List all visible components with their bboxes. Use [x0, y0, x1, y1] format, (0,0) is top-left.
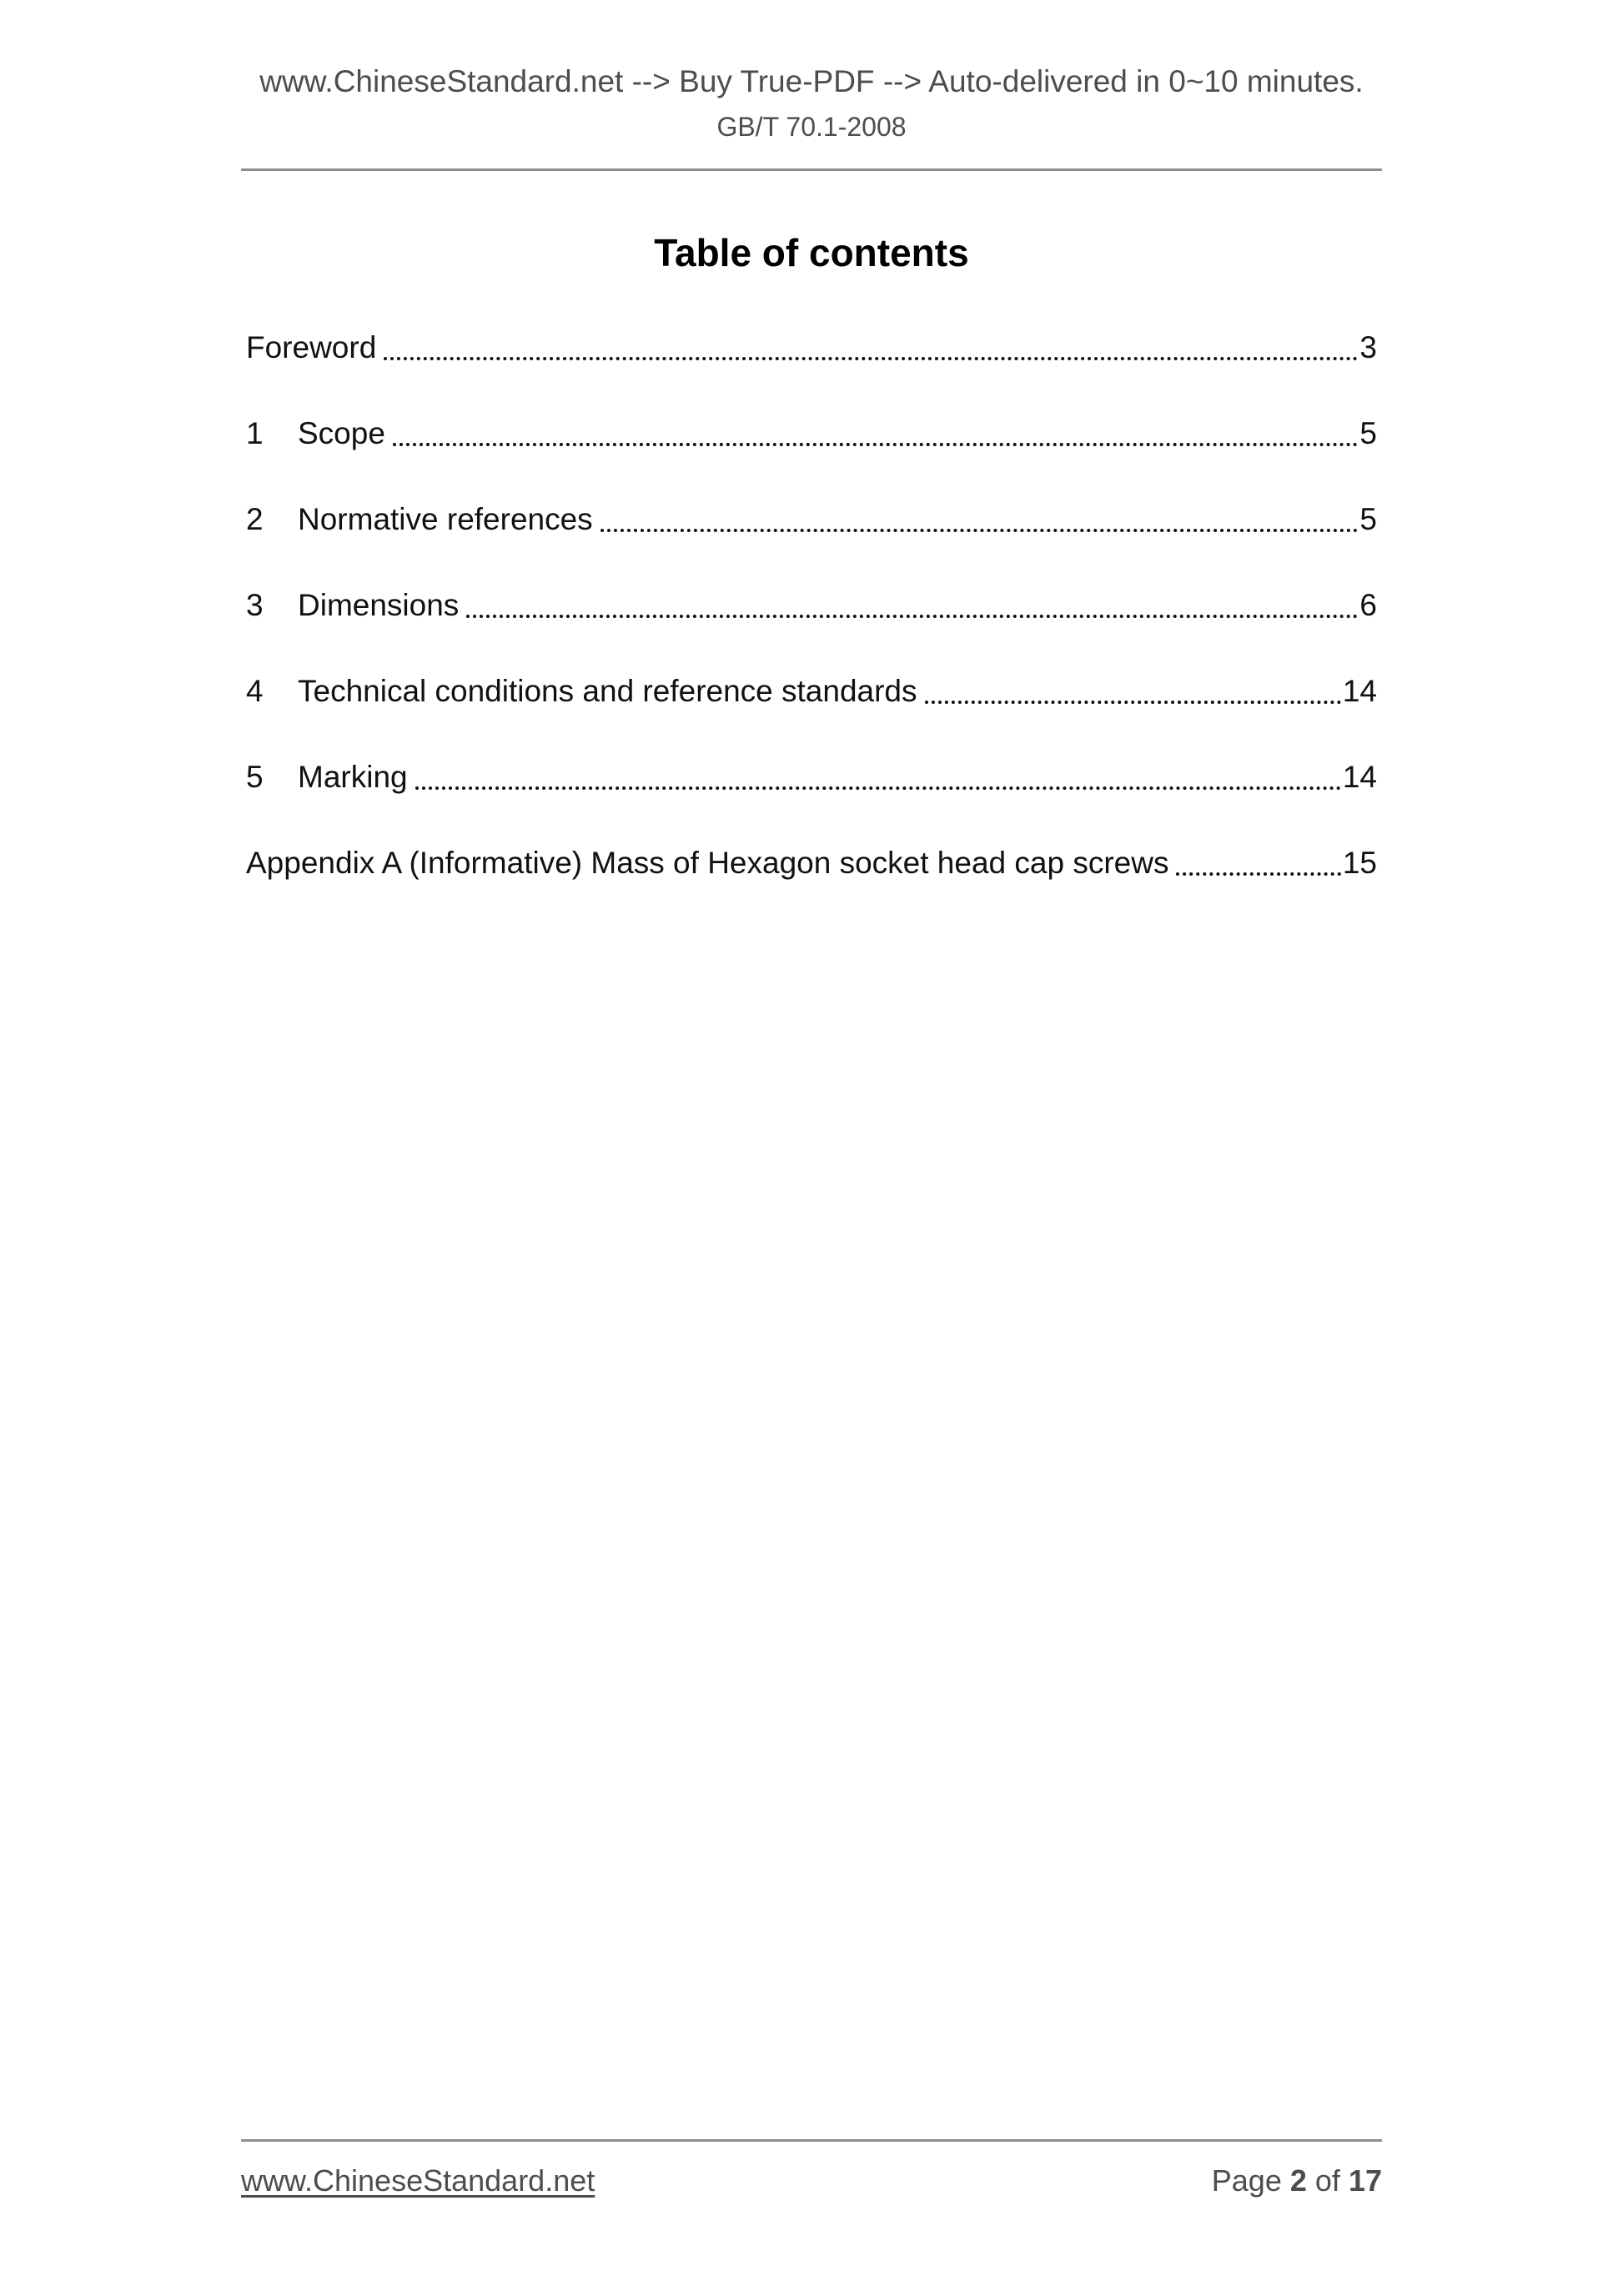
page-header	[0, 0, 1623, 171]
current-page-number: 2	[1289, 2163, 1307, 2198]
toc-entry-page: 6	[1359, 588, 1377, 622]
toc-entry-number: 5	[246, 760, 264, 794]
page-indicator	[1212, 2163, 1382, 2199]
footer-divider	[241, 2139, 1382, 2142]
toc-entry-label: Scope	[298, 416, 385, 450]
toc-entry-number: 1	[246, 416, 264, 450]
toc-entry-scope[interactable]	[246, 414, 1377, 454]
toc-entry-number: 3	[246, 588, 264, 622]
page-title: Table of contents	[654, 231, 969, 274]
toc-entry-label: Dimensions	[298, 588, 460, 622]
toc-entry-number: 2	[246, 502, 264, 536]
header-url-line: www.ChineseStandard.net --> Buy True-PDF --> Auto-delivered in 0~10 minutes.	[259, 64, 1364, 98]
total-page-number: 17	[1348, 2163, 1382, 2198]
toc-entry-page: 5	[1359, 416, 1377, 450]
toc-entry-page: 5	[1359, 502, 1377, 536]
dot-leader	[466, 615, 1358, 618]
toc-entry-page: 15	[1342, 846, 1377, 880]
dot-leader	[1176, 872, 1340, 876]
toc-entry-label: Normative references	[298, 502, 593, 536]
toc-entry-appendix-a[interactable]	[246, 843, 1377, 883]
table-of-contents	[246, 328, 1377, 883]
toc-entry-label: Foreword	[246, 330, 377, 364]
toc-entry-normative-references[interactable]	[246, 500, 1377, 540]
toc-entry-page: 3	[1359, 330, 1377, 364]
toc-entry-foreword[interactable]	[246, 328, 1377, 368]
header-divider	[241, 168, 1382, 171]
page-footer	[241, 2163, 1382, 2199]
toc-entry-label: Technical conditions and reference standards	[298, 674, 917, 708]
dot-leader	[384, 357, 1358, 360]
of-word: of	[1314, 2163, 1340, 2198]
doc-number: GB/T 70.1-2008	[716, 112, 907, 142]
toc-entry-number: 4	[246, 674, 264, 708]
dot-leader	[925, 701, 1341, 704]
dot-leader	[393, 443, 1359, 446]
page-word: Page	[1211, 2163, 1282, 2198]
toc-entry-label: Marking	[298, 760, 408, 794]
toc-entry-label: Appendix A (Informative) Mass of Hexagon socket head cap screws	[246, 846, 1169, 880]
toc-entry-marking[interactable]	[246, 757, 1377, 797]
footer-site-link[interactable]: www.ChineseStandard.net	[241, 2163, 595, 2198]
dot-leader	[600, 529, 1359, 532]
toc-entry-dimensions[interactable]	[246, 585, 1377, 625]
dot-leader	[415, 786, 1341, 790]
toc-entry-page: 14	[1342, 674, 1377, 708]
toc-entry-page: 14	[1342, 760, 1377, 794]
toc-entry-technical-conditions[interactable]	[246, 671, 1377, 711]
